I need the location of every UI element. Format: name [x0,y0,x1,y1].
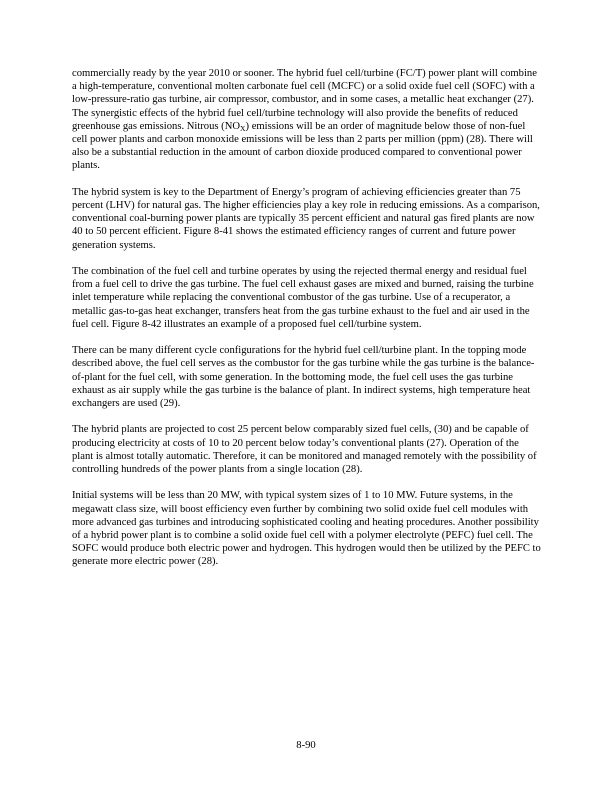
paragraph-2: The hybrid system is key to the Department of Energy’s program of achieving efficiencies greater than 75 percent (LHV) for natural gas. The higher efficiencies play a key role in reducing emissions. As a comparison, conventional coal-burning power plants are typically 35 percent efficient and natural gas fired plants are now 40 to 50 percent efficient. Figure 8-41 shows the estimated efficiency ranges of current and future power generation systems. [72,186,540,251]
page-number: 8-90 [296,740,316,751]
paragraph-6: Initial systems will be less than 20 MW, with typical system sizes of 1 to 10 MW. Future systems, in the megawatt class size, will boost efficiency even further by combining two solid oxide fuel cell modules with more advanced gas turbines and introducing sophisticated cooling and heating procedures. Another possibility of a hybrid power plant is to combine a solid oxide fuel cell with a polymer electrolyte (PEFC) fuel cell. The SOFC would produce both electric power and hydrogen. This hydrogen would then be utilized by the PEFC to generate more electric power (28). [72,490,541,568]
paragraph-1-text-continued: ) emissions will be an order of magnitude below those of non-fuel cell power plants and carbon monoxide emissions will be less than 2 parts per million (ppm) (28). There will also be a substantial reduction in the amount of carbon dioxide produced compared to conventional power plants. [72,120,533,172]
paragraph-1 [72,67,542,173]
paragraph-5: The hybrid plants are projected to cost 25 percent below comparably sized fuel cells, (30) and be capable of producing electricity at costs of 10 to 20 percent below today’s conventional plants (27). Operation of the plant is almost totally automatic. Therefore, it can be monitored and managed remotely with the possibility of controlling hundreds of the power plants from a single location (28). [72,424,537,476]
body-text [72,67,542,582]
nox-subscript: X [240,123,246,133]
paragraph-4: There can be many different cycle configurations for the hybrid fuel cell/turbine plant. In the topping mode described above, the fuel cell serves as the combustor for the gas turbine while the gas turbine is the balance-of-plant for the fuel cell, with some generation. In the bottoming mode, the fuel cell uses the gas turbine exhaust as air supply while the gas turbine is the balance of plant. In indirect systems, high temperature heat exchangers are used (29). [72,345,535,410]
paragraph-1-text: commercially ready by the year 2010 or sooner. The hybrid fuel cell/turbine (FC/T) power plant will combine a high-temperature, conventional molten carbonate fuel cell (MCFC) or a solid oxide fuel cell (SOFC) with a low-pressure-ratio gas turbine, air compressor, combustor, and in some cases, a metallic heat exchanger (27). The synergistic effects of the hybrid fuel cell/turbine technology will also provide the benefits of reduced greenhouse gas emissions. Nitrous (NO [72,68,537,132]
paragraph-3: The combination of the fuel cell and turbine operates by using the rejected thermal energy and residual fuel from a fuel cell to drive the gas turbine. The fuel cell exhaust gases are mixed and burned, raising the turbine inlet temperature while replacing the conventional combustor of the gas turbine. Use of a recuperator, a metallic gas-to-gas heat exchanger, transfers heat from the gas turbine exhaust to the fuel and air used in the fuel cell. Figure 8-42 illustrates an example of a proposed fuel cell/turbine system. [72,266,534,330]
